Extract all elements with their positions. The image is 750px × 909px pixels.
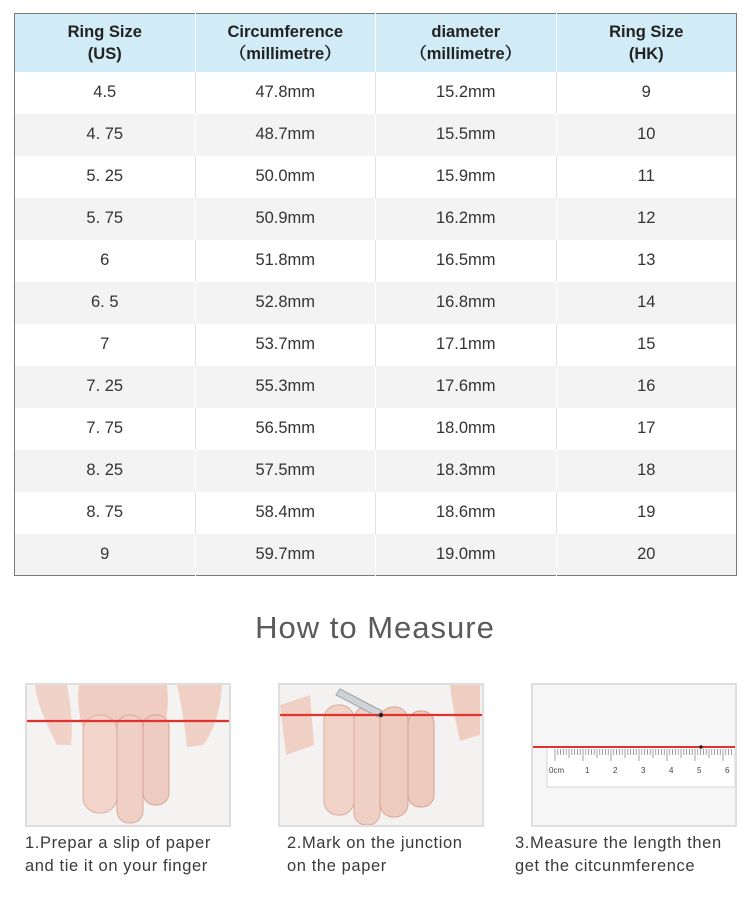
header-circumference: Circumference （millimetre） [195, 14, 376, 72]
cell-diameter: 16.5mm [376, 240, 557, 282]
table-row [15, 366, 737, 408]
step-2-caption: 2.Mark on the junction on the paper [287, 834, 463, 875]
cell-circumference: 48.7mm [195, 114, 376, 156]
cell-us-size: 5. 75 [15, 198, 196, 240]
cell-hk-size: 15 [556, 324, 737, 366]
cell-diameter: 17.6mm [376, 366, 557, 408]
cell-diameter: 16.8mm [376, 282, 557, 324]
cell-hk-size: 19 [556, 492, 737, 534]
cell-us-size: 9 [15, 534, 196, 576]
cell-hk-size: 13 [556, 240, 737, 282]
cell-us-size: 5. 25 [15, 156, 196, 198]
cell-us-size: 6 [15, 240, 196, 282]
cell-hk-size: 9 [556, 72, 737, 114]
table-row [15, 408, 737, 450]
step-1-image [25, 683, 231, 827]
ring-size-table [14, 13, 737, 576]
step-2-image [278, 683, 484, 827]
how-to-measure-title: How to Measure [255, 610, 495, 645]
cell-circumference: 53.7mm [195, 324, 376, 366]
ruler-label: 6 [725, 766, 730, 775]
cell-hk-size: 12 [556, 198, 737, 240]
cell-hk-size: 10 [556, 114, 737, 156]
table-header-row [15, 14, 737, 72]
table-row [15, 114, 737, 156]
cell-circumference: 50.0mm [195, 156, 376, 198]
table-row [15, 198, 737, 240]
ruler-label: 1 [585, 766, 590, 775]
cell-hk-size: 20 [556, 534, 737, 576]
header-diameter: diameter （millimetre） [376, 14, 557, 72]
cell-us-size: 4.5 [15, 72, 196, 114]
table-row [15, 240, 737, 282]
table-row [15, 450, 737, 492]
cell-circumference: 58.4mm [195, 492, 376, 534]
header-hk-size: Ring Size (HK) [556, 14, 737, 72]
cell-us-size: 7. 25 [15, 366, 196, 408]
cell-us-size: 7. 75 [15, 408, 196, 450]
table-row [15, 492, 737, 534]
step-1-caption: 1.Prepar a slip of paper and tie it on your finger [25, 834, 211, 875]
cell-us-size: 7 [15, 324, 196, 366]
cell-circumference: 52.8mm [195, 282, 376, 324]
ruler-label: 3 [641, 766, 646, 775]
cell-diameter: 15.5mm [376, 114, 557, 156]
ruler-label: 5 [697, 766, 702, 775]
cell-diameter: 15.2mm [376, 72, 557, 114]
cell-hk-size: 18 [556, 450, 737, 492]
cell-hk-size: 17 [556, 408, 737, 450]
cell-us-size: 8. 25 [15, 450, 196, 492]
step-3-caption: 3.Measure the length then get the citcunmference [515, 834, 722, 875]
cell-diameter: 19.0mm [376, 534, 557, 576]
ruler-label: 2 [613, 766, 618, 775]
ruler-label: 0cm [549, 766, 565, 775]
cell-us-size: 8. 75 [15, 492, 196, 534]
cell-circumference: 59.7mm [195, 534, 376, 576]
cell-diameter: 18.6mm [376, 492, 557, 534]
cell-circumference: 57.5mm [195, 450, 376, 492]
cell-diameter: 18.3mm [376, 450, 557, 492]
pen-marking-illustration [280, 685, 482, 825]
cell-circumference: 50.9mm [195, 198, 376, 240]
cell-hk-size: 16 [556, 366, 737, 408]
table-row [15, 156, 737, 198]
table-row [15, 324, 737, 366]
ruler-label: 4 [669, 766, 674, 775]
cell-us-size: 4. 75 [15, 114, 196, 156]
cell-circumference: 56.5mm [195, 408, 376, 450]
cell-us-size: 6. 5 [15, 282, 196, 324]
cell-circumference: 51.8mm [195, 240, 376, 282]
cell-circumference: 55.3mm [195, 366, 376, 408]
cell-diameter: 18.0mm [376, 408, 557, 450]
cell-diameter: 16.2mm [376, 198, 557, 240]
cell-hk-size: 11 [556, 156, 737, 198]
header-us-size: Ring Size (US) [15, 14, 196, 72]
cell-hk-size: 14 [556, 282, 737, 324]
table-row [15, 72, 737, 114]
ruler-measure-illustration [533, 685, 735, 825]
cell-diameter: 17.1mm [376, 324, 557, 366]
table-row [15, 534, 737, 576]
table-row [15, 282, 737, 324]
cell-diameter: 15.9mm [376, 156, 557, 198]
step-3-image [531, 683, 737, 827]
fingers-thread-illustration [27, 685, 229, 825]
cell-circumference: 47.8mm [195, 72, 376, 114]
